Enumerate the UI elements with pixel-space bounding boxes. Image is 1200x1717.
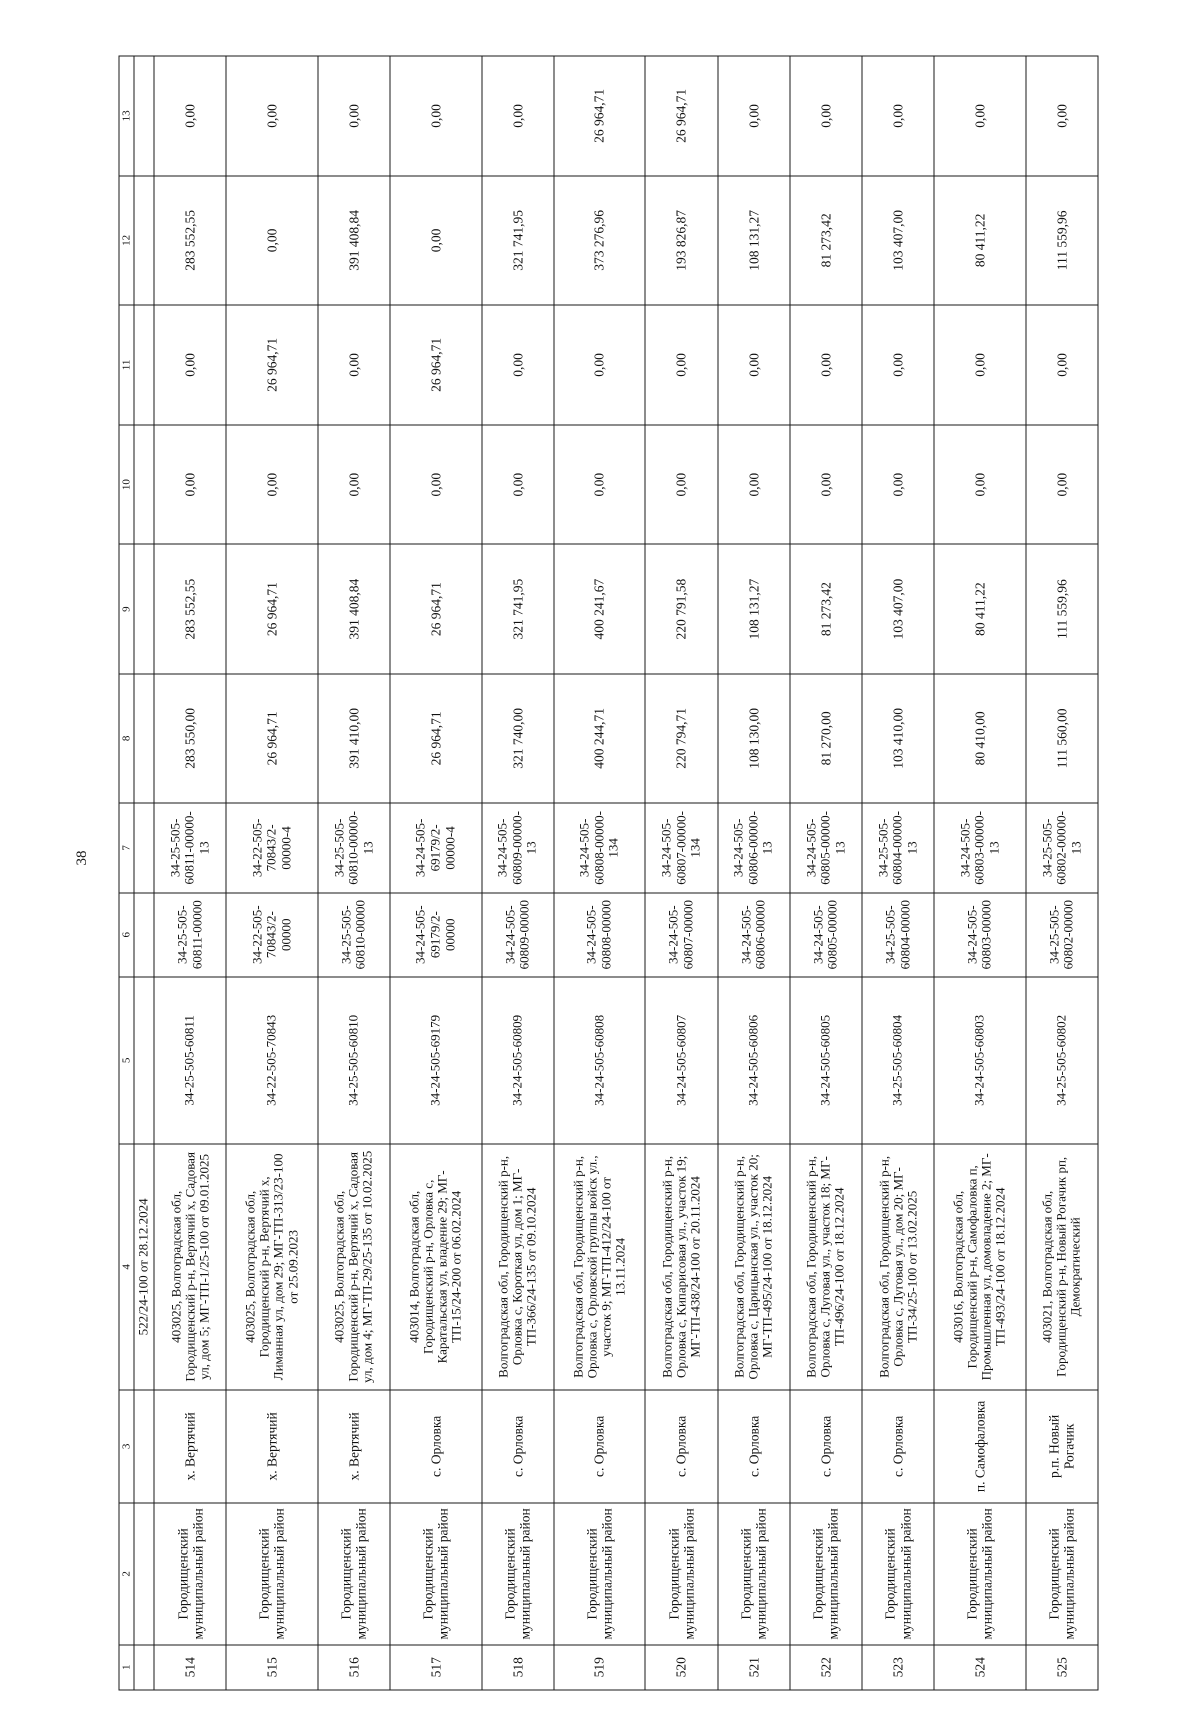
code-cell: 34-25-505-60810 xyxy=(317,977,389,1145)
row-number: 517 xyxy=(389,1645,481,1690)
address-cell: Волгоградская обл, Городищенский р-н, Орловка с, Царицынская ул., участок 20; МГ-ТП-495/24-100 от 18.12.2024 xyxy=(717,1144,789,1389)
amount-cell: 26 964,71 xyxy=(226,544,318,673)
code-cell: 34-22-505-70843 xyxy=(226,977,318,1145)
address-cell: 403014, Волгоградская обл, Городищенский р-н, Орловка с, Каратальская ул, владение 29; МГ-ТП-15/24-200 от 06.02.2024 xyxy=(389,1144,481,1389)
empty-cell xyxy=(134,977,154,1145)
code-cell: 34-25-505-60811-00000-13 xyxy=(154,803,226,893)
code-cell: 34-25-505-60802 xyxy=(1025,977,1097,1145)
amount-cell: 391 410,00 xyxy=(317,674,389,803)
settlement-cell: с. Орловка xyxy=(553,1390,645,1504)
amount-cell: 0,00 xyxy=(789,56,861,176)
amount-cell: 0,00 xyxy=(789,305,861,425)
amount-cell: 220 791,58 xyxy=(645,544,717,673)
amount-cell: 0,00 xyxy=(317,305,389,425)
amount-cell: 400 241,67 xyxy=(553,544,645,673)
amount-cell: 0,00 xyxy=(789,425,861,545)
column-number: 13 xyxy=(119,56,134,176)
settlement-cell: с. Орловка xyxy=(645,1390,717,1504)
table-row xyxy=(717,56,789,1690)
address-cell: Волгоградская обл, Городищенский р-н, Орловка с, Кипарисовая ул., участок 19; МГ-ТП-438/24-100 от 20.11.2024 xyxy=(645,1144,717,1389)
address-cell: 403016, Волгоградская обл, Городищенский р-н, Самофаловка п, Промышленная ул, домовладение 2; МГ-ТП-493/24-100 от 18.12.2024 xyxy=(934,1144,1026,1389)
amount-cell: 0,00 xyxy=(553,425,645,545)
settlement-cell: п. Самофаловка xyxy=(934,1390,1026,1504)
amount-cell: 0,00 xyxy=(154,56,226,176)
amount-cell: 80 411,22 xyxy=(934,176,1026,305)
column-number: 4 xyxy=(119,1144,134,1389)
table-row xyxy=(154,56,226,1690)
column-number-row xyxy=(119,56,134,1690)
row-number: 515 xyxy=(226,1645,318,1690)
amount-cell: 0,00 xyxy=(717,305,789,425)
empty-cell xyxy=(134,425,154,545)
table-row xyxy=(645,56,717,1690)
district-cell: Городищенский муниципальный район xyxy=(861,1503,933,1644)
address-cell: Волгоградская обл, Городищенский р-н, Орловка с, Луговая ул., участок 18; МГ-ТП-496/24-100 от 18.12.2024 xyxy=(789,1144,861,1389)
code-cell: 34-24-505-69179 xyxy=(389,977,481,1145)
code-cell: 34-22-505-70843/2-00000-4 xyxy=(226,803,318,893)
amount-cell: 321 741,95 xyxy=(481,176,553,305)
column-number: 12 xyxy=(119,176,134,305)
amount-cell: 111 559,96 xyxy=(1025,176,1097,305)
column-number: 3 xyxy=(119,1390,134,1504)
amount-cell: 373 276,96 xyxy=(553,176,645,305)
register-table-body xyxy=(119,56,1098,1690)
amount-cell: 80 411,22 xyxy=(934,544,1026,673)
code-cell: 34-24-505-60809 xyxy=(481,977,553,1145)
empty-cell xyxy=(134,176,154,305)
code-cell: 34-24-505-60805-00000 xyxy=(789,893,861,977)
amount-cell: 26 964,71 xyxy=(389,674,481,803)
register-table xyxy=(118,56,1098,1691)
table-row xyxy=(789,56,861,1690)
district-cell: Городищенский муниципальный район xyxy=(789,1503,861,1644)
amount-cell: 193 826,87 xyxy=(645,176,717,305)
table-row xyxy=(389,56,481,1690)
amount-cell: 81 273,42 xyxy=(789,544,861,673)
row-number: 514 xyxy=(154,1645,226,1690)
amount-cell: 321 741,95 xyxy=(481,544,553,673)
amount-cell: 0,00 xyxy=(934,305,1026,425)
amount-cell: 0,00 xyxy=(861,425,933,545)
amount-cell: 26 964,71 xyxy=(553,56,645,176)
code-cell: 34-24-505-60806-00000 xyxy=(717,893,789,977)
code-cell: 34-24-505-69179/2-00000 xyxy=(389,893,481,977)
row-number: 519 xyxy=(553,1645,645,1690)
address-cell: Волгоградская обл, Городищенский р-н, Орловка с, Короткая ул, дом 1; МГ-ТП-366/24-135 от 09.10.2024 xyxy=(481,1144,553,1389)
column-number: 6 xyxy=(119,893,134,977)
amount-cell: 0,00 xyxy=(1025,56,1097,176)
district-cell: Городищенский муниципальный район xyxy=(717,1503,789,1644)
amount-cell: 103 407,00 xyxy=(861,176,933,305)
district-cell: Городищенский муниципальный район xyxy=(553,1503,645,1644)
code-cell: 34-25-505-60804-00000 xyxy=(861,893,933,977)
column-number: 1 xyxy=(119,1645,134,1690)
address-cell: 403021, Волгоградская обл, Городищенский р-н, Новый Рогачик рп, Демократический xyxy=(1025,1144,1097,1389)
table-row xyxy=(861,56,933,1690)
district-cell: Городищенский муниципальный район xyxy=(154,1503,226,1644)
column-number: 9 xyxy=(119,544,134,673)
table-row xyxy=(934,56,1026,1690)
code-cell: 34-24-505-60809-00000 xyxy=(481,893,553,977)
amount-cell: 0,00 xyxy=(1025,305,1097,425)
amount-cell: 0,00 xyxy=(934,56,1026,176)
district-cell: Городищенский муниципальный район xyxy=(645,1503,717,1644)
code-cell: 34-25-505-60804-00000-13 xyxy=(861,803,933,893)
amount-cell: 80 410,00 xyxy=(934,674,1026,803)
amount-cell: 0,00 xyxy=(226,56,318,176)
address-cell: 403025, Волгоградская обл, Городищенский р-н, Вертячий х, Садовая ул, дом 4; МГ-ТП-29/25-135 от 10.02.2025 xyxy=(317,1144,389,1389)
amount-cell: 0,00 xyxy=(934,425,1026,545)
amount-cell: 283 552,55 xyxy=(154,176,226,305)
amount-cell: 220 794,71 xyxy=(645,674,717,803)
amount-cell: 0,00 xyxy=(389,176,481,305)
code-cell: 34-24-505-60808-00000 xyxy=(553,893,645,977)
code-cell: 34-24-505-60809-00000-13 xyxy=(481,803,553,893)
empty-cell xyxy=(134,305,154,425)
district-cell: Городищенский муниципальный район xyxy=(1025,1503,1097,1644)
code-cell: 34-25-505-60810-00000-13 xyxy=(317,803,389,893)
settlement-cell: с. Орловка xyxy=(789,1390,861,1504)
carry-over-text: 522/24-100 от 28.12.2024 xyxy=(134,1144,154,1389)
row-number: 523 xyxy=(861,1645,933,1690)
code-cell: 34-24-505-60803-00000 xyxy=(934,893,1026,977)
amount-cell: 0,00 xyxy=(317,56,389,176)
amount-cell: 81 270,00 xyxy=(789,674,861,803)
amount-cell: 26 964,71 xyxy=(645,56,717,176)
district-cell: Городищенский муниципальный район xyxy=(934,1503,1026,1644)
amount-cell: 108 130,00 xyxy=(717,674,789,803)
table-row xyxy=(317,56,389,1690)
empty-cell xyxy=(134,1645,154,1690)
column-number: 2 xyxy=(119,1503,134,1644)
code-cell: 34-24-505-60807 xyxy=(645,977,717,1145)
settlement-cell: р.п. Новый Рогачик xyxy=(1025,1390,1097,1504)
amount-cell: 0,00 xyxy=(226,176,318,305)
address-cell: 403025, Волгоградская обл, Городищенский р-н, Вертячий х, Лиманная ул, дом 29; МГ-ТП-313/23-100 от 25.09.2023 xyxy=(226,1144,318,1389)
amount-cell: 26 964,71 xyxy=(226,674,318,803)
amount-cell: 0,00 xyxy=(861,305,933,425)
empty-cell xyxy=(134,674,154,803)
district-cell: Городищенский муниципальный район xyxy=(481,1503,553,1644)
code-cell: 34-25-505-60802-00000-13 xyxy=(1025,803,1097,893)
amount-cell: 0,00 xyxy=(861,56,933,176)
row-number: 520 xyxy=(645,1645,717,1690)
code-cell: 34-24-505-69179/2-00000-4 xyxy=(389,803,481,893)
amount-cell: 0,00 xyxy=(1025,425,1097,545)
code-cell: 34-24-505-60803 xyxy=(934,977,1026,1145)
amount-cell: 108 131,27 xyxy=(717,544,789,673)
amount-cell: 26 964,71 xyxy=(226,305,318,425)
address-cell: Волгоградская обл, Городищенский р-н, Орловка с, Орловской группы войск ул., участок 9; МГ-ТП-412/24-100 от 13.11.2024 xyxy=(553,1144,645,1389)
code-cell: 34-24-505-60807-00000-134 xyxy=(645,803,717,893)
settlement-cell: с. Орловка xyxy=(389,1390,481,1504)
page-number: 38 xyxy=(74,850,90,866)
settlement-cell: х. Вертячий xyxy=(226,1390,318,1504)
amount-cell: 0,00 xyxy=(317,425,389,545)
row-number: 516 xyxy=(317,1645,389,1690)
row-number: 521 xyxy=(717,1645,789,1690)
amount-cell: 0,00 xyxy=(717,425,789,545)
code-cell: 34-24-505-60808-00000-134 xyxy=(553,803,645,893)
column-number: 7 xyxy=(119,803,134,893)
amount-cell: 0,00 xyxy=(717,56,789,176)
amount-cell: 0,00 xyxy=(481,56,553,176)
row-number: 524 xyxy=(934,1645,1026,1690)
amount-cell: 0,00 xyxy=(154,305,226,425)
settlement-cell: с. Орловка xyxy=(717,1390,789,1504)
table-row xyxy=(553,56,645,1690)
amount-cell: 283 550,00 xyxy=(154,674,226,803)
empty-cell xyxy=(134,893,154,977)
code-cell: 34-24-505-60805-00000-13 xyxy=(789,803,861,893)
code-cell: 34-24-505-60805 xyxy=(789,977,861,1145)
column-number: 8 xyxy=(119,674,134,803)
row-number: 525 xyxy=(1025,1645,1097,1690)
amount-cell: 0,00 xyxy=(645,305,717,425)
district-cell: Городищенский муниципальный район xyxy=(389,1503,481,1644)
amount-cell: 103 407,00 xyxy=(861,544,933,673)
amount-cell: 81 273,42 xyxy=(789,176,861,305)
district-cell: Городищенский муниципальный район xyxy=(226,1503,318,1644)
amount-cell: 0,00 xyxy=(389,56,481,176)
table-row xyxy=(481,56,553,1690)
amount-cell: 321 740,00 xyxy=(481,674,553,803)
code-cell: 34-24-505-60803-00000-13 xyxy=(934,803,1026,893)
amount-cell: 391 408,84 xyxy=(317,544,389,673)
address-cell: Волгоградская обл, Городищенский р-н, Орловка с, Луговая ул., дом 20; МГ-ТП-34/25-100 от 13.02.2025 xyxy=(861,1144,933,1389)
amount-cell: 0,00 xyxy=(226,425,318,545)
address-cell: 403025, Волгоградская обл, Городищенский р-н, Вертячий х, Садовая ул, дом 5; МГ-ТП-1/25-100 от 09.01.2025 xyxy=(154,1144,226,1389)
code-cell: 34-24-505-60806-00000-13 xyxy=(717,803,789,893)
column-number: 5 xyxy=(119,977,134,1145)
amount-cell: 0,00 xyxy=(645,425,717,545)
amount-cell: 0,00 xyxy=(154,425,226,545)
amount-cell: 391 408,84 xyxy=(317,176,389,305)
code-cell: 34-25-505-60811 xyxy=(154,977,226,1145)
settlement-cell: с. Орловка xyxy=(481,1390,553,1504)
row-number: 522 xyxy=(789,1645,861,1690)
settlement-cell: х. Вертячий xyxy=(317,1390,389,1504)
table-row xyxy=(226,56,318,1690)
amount-cell: 283 552,55 xyxy=(154,544,226,673)
code-cell: 34-25-505-60811-00000 xyxy=(154,893,226,977)
code-cell: 34-25-505-60804 xyxy=(861,977,933,1145)
amount-cell: 26 964,71 xyxy=(389,544,481,673)
amount-cell: 26 964,71 xyxy=(389,305,481,425)
column-number: 10 xyxy=(119,425,134,545)
empty-cell xyxy=(134,56,154,176)
amount-cell: 111 560,00 xyxy=(1025,674,1097,803)
empty-cell xyxy=(134,544,154,673)
document-sheet xyxy=(118,56,1098,1691)
amount-cell: 0,00 xyxy=(481,425,553,545)
empty-cell xyxy=(134,1503,154,1644)
amount-cell: 0,00 xyxy=(553,305,645,425)
amount-cell: 400 244,71 xyxy=(553,674,645,803)
row-number: 518 xyxy=(481,1645,553,1690)
amount-cell: 0,00 xyxy=(389,425,481,545)
code-cell: 34-22-505-70843/2-00000 xyxy=(226,893,318,977)
carry-over-row xyxy=(134,56,154,1690)
empty-cell xyxy=(134,1390,154,1504)
settlement-cell: с. Орловка xyxy=(861,1390,933,1504)
code-cell: 34-25-505-60810-00000 xyxy=(317,893,389,977)
table-row xyxy=(1025,56,1097,1690)
amount-cell: 108 131,27 xyxy=(717,176,789,305)
district-cell: Городищенский муниципальный район xyxy=(317,1503,389,1644)
settlement-cell: х. Вертячий xyxy=(154,1390,226,1504)
code-cell: 34-24-505-60807-00000 xyxy=(645,893,717,977)
amount-cell: 0,00 xyxy=(481,305,553,425)
empty-cell xyxy=(134,803,154,893)
code-cell: 34-25-505-60802-00000 xyxy=(1025,893,1097,977)
column-number: 11 xyxy=(119,305,134,425)
amount-cell: 111 559,96 xyxy=(1025,544,1097,673)
amount-cell: 103 410,00 xyxy=(861,674,933,803)
code-cell: 34-24-505-60808 xyxy=(553,977,645,1145)
code-cell: 34-24-505-60806 xyxy=(717,977,789,1145)
